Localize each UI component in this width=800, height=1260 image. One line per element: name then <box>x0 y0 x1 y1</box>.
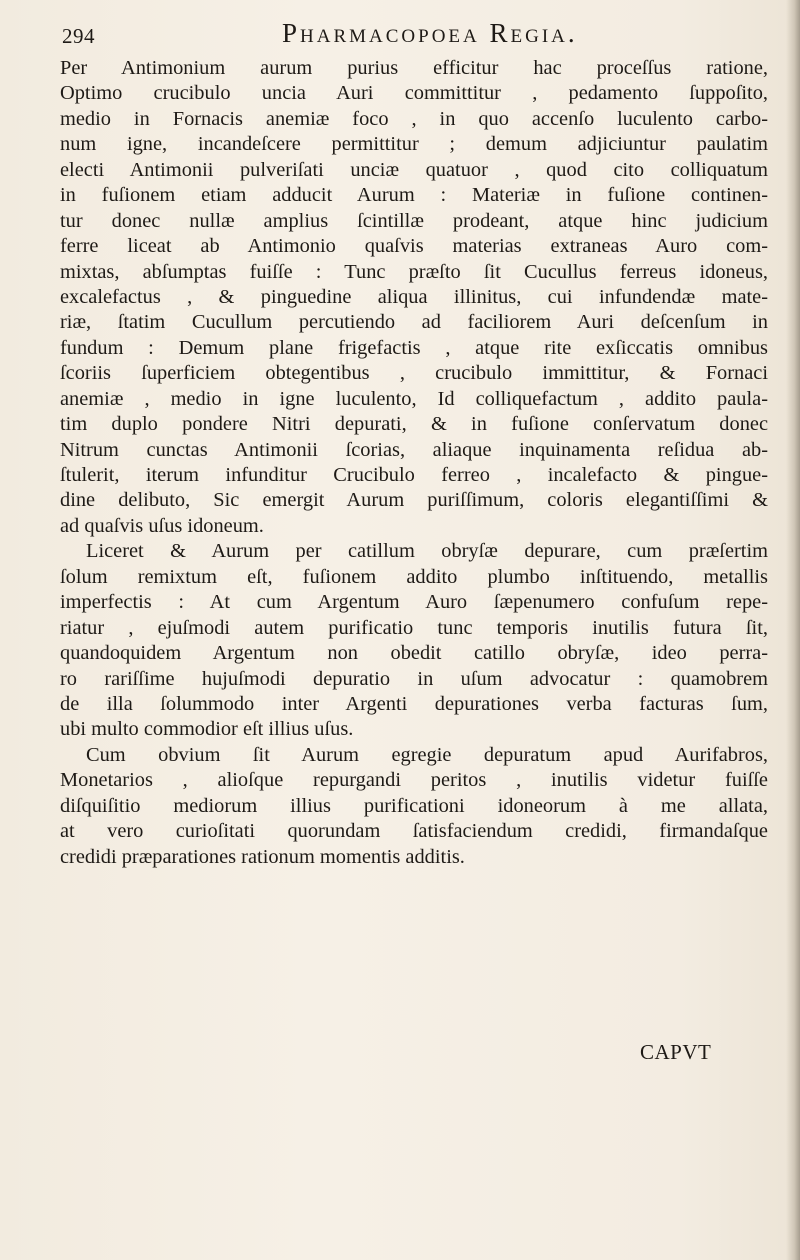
page-number: 294 <box>62 24 95 48</box>
text-line: riæ, ſtatim Cucullum percutiendo ad faciliorem Auri deſcenſum in <box>60 311 768 334</box>
text-line: ad quaſvis uſus idoneum. <box>60 514 264 537</box>
text-line: ubi multo commodior eſt illius uſus. <box>60 718 354 741</box>
text-line: de illa ſolummodo inter Argenti depurationes verba facturas ſum, <box>60 692 768 715</box>
text-line: at vero curioſitati quorundam ſatisfaciendum credidi, firmandaſque <box>60 820 768 843</box>
body-text <box>60 56 768 870</box>
text-line: quandoquidem Argentum non obedit catillo obryſæ, ideo perra- <box>60 642 768 665</box>
text-line: electi Antimonii pulveriſati unciæ quatuor , quod cito colliquatum <box>60 158 768 181</box>
text-line: Optimo crucibulo uncia Auri committitur , pedamento ſuppoſito, <box>60 82 768 105</box>
text-line: ſolum remixtum eſt, fuſionem addito plumbo inſtituendo, metallis <box>60 565 768 588</box>
text-line: credidi præparationes rationum momentis additis. <box>60 845 465 868</box>
text-line: imperfectis : At cum Argentum Auro ſæpenumero confuſum repe- <box>60 591 768 614</box>
text-line: ferre liceat ab Antimonio quaſvis materias extraneas Auro com- <box>60 235 768 258</box>
text-line: dine delibuto, Sic emergit Aurum puriſſimum, coloris elegantiſſimi & <box>60 489 768 512</box>
text-line: fundum : Demum plane frigefactis , atque rite exſiccatis omnibus <box>60 336 768 359</box>
text-line: num igne, incandeſcere permittitur ; demum adjiciuntur paulatim <box>60 133 768 156</box>
text-line: ro rariſſime hujuſmodi depuratio in uſum advocatur : quamobrem <box>60 667 768 690</box>
text-line: excalefactus , & pinguedine aliqua illinitus, cui infundendæ mate- <box>60 285 768 308</box>
text-line: tim duplo pondere Nitri depurati, & in fuſione conſervatum donec <box>60 413 768 436</box>
text-line: ſtulerit, iterum infunditur Crucibulo ferreo , incalefacto & pingue- <box>60 464 768 486</box>
text-line: in fuſionem etiam adducit Aurum : Materiæ in fuſione continen- <box>60 184 768 207</box>
text-line: Cum obvium ſit Aurum egregie depuratum apud Aurifabros, <box>86 743 768 766</box>
running-title: Pharmacopoea Regia. <box>282 18 578 48</box>
text-line: Per Antimonium aurum purius efficitur hac proceſſus ratione, <box>60 57 768 79</box>
text-line: anemiæ , medio in igne luculento, Id colliquefactum , addito paula- <box>60 387 768 410</box>
page-edge-shadow <box>786 0 800 1260</box>
text-line: ſcoriis ſuperficiem obtegentibus , crucibulo immittitur, & Fornaci <box>60 362 768 385</box>
text-line: diſquiſitio mediorum illius purificationi idoneorum à me allata, <box>60 794 768 817</box>
text-line: tur donec nullæ amplius ſcintillæ prodeant, atque hinc judicium <box>60 209 768 232</box>
text-line: medio in Fornacis anemiæ foco , in quo accenſo luculento carbo- <box>60 107 768 130</box>
text-line: mixtas, abſumptas fuiſſe : Tunc præſto ſit Cucullus ferreus idoneus, <box>60 260 768 283</box>
catchword: CAPVT <box>640 1040 712 1064</box>
text-line: Liceret & Aurum per catillum obryſæ depurare, cum præſertim <box>86 540 768 563</box>
page-header <box>62 14 762 54</box>
text-line: Monetarios , alioſque repurgandi peritos , inutilis videtur fuiſſe <box>60 769 768 792</box>
text-line: Nitrum cunctas Antimonii ſcorias, aliaque inquinamenta reſidua ab- <box>60 438 768 461</box>
text-line: riatur , ejuſmodi autem purificatio tunc temporis inutilis futura ſit, <box>60 616 768 639</box>
